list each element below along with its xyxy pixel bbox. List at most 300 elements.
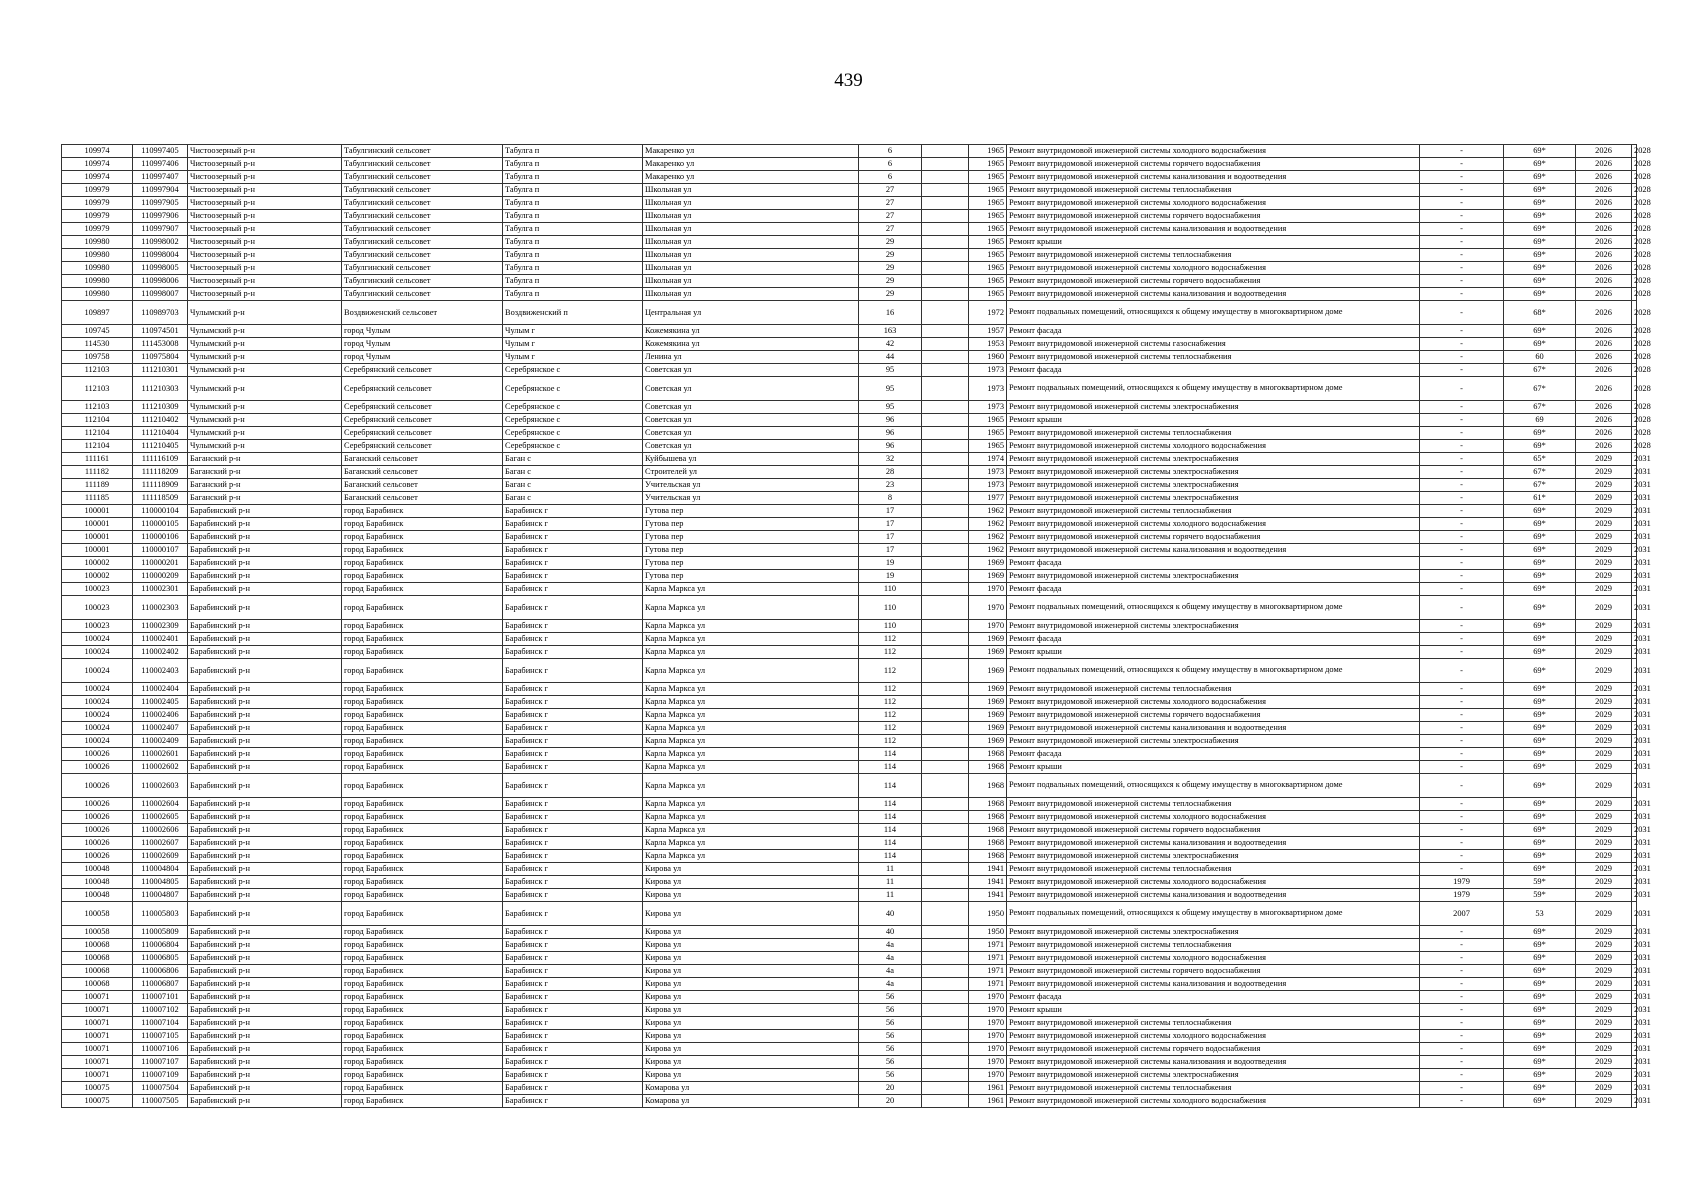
- cell-year-built: 1962: [969, 518, 1007, 531]
- cell-last-repair-year: -: [1420, 275, 1504, 288]
- cell-district: Барабинский р-н: [188, 544, 342, 557]
- cell-house-number: 114: [859, 850, 922, 863]
- cell-municipality: город Барабинск: [342, 1056, 503, 1069]
- cell-house-id: 109974: [62, 145, 133, 158]
- cell-house-number: 114: [859, 748, 922, 761]
- cell-end-year: 2031: [1632, 505, 1637, 518]
- cell-house-number: 19: [859, 557, 922, 570]
- cell-last-repair-year: -: [1420, 570, 1504, 583]
- cell-house-number: 163: [859, 325, 922, 338]
- cell-start-year: 2029: [1576, 811, 1632, 824]
- cell-last-repair-year: -: [1420, 952, 1504, 965]
- cell-municipality: город Барабинск: [342, 824, 503, 837]
- cell-year-built: 1969: [969, 735, 1007, 748]
- cell-wear-percent: 69*: [1504, 325, 1576, 338]
- cell-year-built: 1961: [969, 1095, 1007, 1108]
- cell-municipality: Серебрянский сельсовет: [342, 364, 503, 377]
- cell-building: [922, 338, 969, 351]
- cell-work-type: Ремонт внутридомовой инженерной системы газоснабжения: [1007, 338, 1420, 351]
- cell-end-year: 2028: [1632, 184, 1637, 197]
- table-row: [62, 735, 1637, 748]
- cell-work-id: 111116109: [133, 453, 188, 466]
- cell-building: [922, 683, 969, 696]
- cell-work-id: 111210301: [133, 364, 188, 377]
- cell-work-type: Ремонт внутридомовой инженерной системы горячего водоснабжения: [1007, 531, 1420, 544]
- cell-settlement: Барабинск г: [503, 939, 643, 952]
- cell-start-year: 2029: [1576, 453, 1632, 466]
- cell-last-repair-year: -: [1420, 620, 1504, 633]
- cell-street: Карла Маркса ул: [643, 709, 859, 722]
- cell-district: Барабинский р-н: [188, 531, 342, 544]
- cell-district: Барабинский р-н: [188, 1030, 342, 1043]
- cell-end-year: 2031: [1632, 902, 1637, 926]
- table-row: [62, 1030, 1637, 1043]
- table-row: [62, 926, 1637, 939]
- cell-building: [922, 596, 969, 620]
- cell-house-number: 112: [859, 696, 922, 709]
- cell-house-number: 114: [859, 798, 922, 811]
- cell-district: Барабинский р-н: [188, 939, 342, 952]
- cell-start-year: 2029: [1576, 683, 1632, 696]
- cell-settlement: Барабинск г: [503, 1017, 643, 1030]
- cell-district: Чулымский р-н: [188, 377, 342, 401]
- cell-building: [922, 440, 969, 453]
- cell-start-year: 2029: [1576, 1082, 1632, 1095]
- cell-work-type: Ремонт внутридомовой инженерной системы теплоснабжения: [1007, 351, 1420, 364]
- cell-street: Карла Маркса ул: [643, 583, 859, 596]
- cell-start-year: 2029: [1576, 991, 1632, 1004]
- cell-house-number: 56: [859, 1056, 922, 1069]
- cell-building: [922, 275, 969, 288]
- table-row: [62, 876, 1637, 889]
- table-row: [62, 583, 1637, 596]
- cell-settlement: Табулга п: [503, 288, 643, 301]
- cell-municipality: город Барабинск: [342, 761, 503, 774]
- table-row: [62, 748, 1637, 761]
- cell-house-id: 100068: [62, 965, 133, 978]
- cell-settlement: Барабинск г: [503, 505, 643, 518]
- cell-start-year: 2026: [1576, 158, 1632, 171]
- cell-last-repair-year: -: [1420, 325, 1504, 338]
- cell-settlement: Барабинск г: [503, 889, 643, 902]
- cell-work-type: Ремонт внутридомовой инженерной системы канализования и водоотведения: [1007, 978, 1420, 991]
- cell-work-id: 110002601: [133, 748, 188, 761]
- cell-house-id: 111161: [62, 453, 133, 466]
- cell-start-year: 2029: [1576, 889, 1632, 902]
- cell-year-built: 1965: [969, 210, 1007, 223]
- cell-municipality: Табулгинский сельсовет: [342, 158, 503, 171]
- cell-work-type: Ремонт внутридомовой инженерной системы горячего водоснабжения: [1007, 275, 1420, 288]
- table-row: [62, 351, 1637, 364]
- cell-year-built: 1971: [969, 952, 1007, 965]
- cell-municipality: Табулгинский сельсовет: [342, 210, 503, 223]
- cell-district: Чулымский р-н: [188, 364, 342, 377]
- cell-building: [922, 798, 969, 811]
- cell-year-built: 1965: [969, 184, 1007, 197]
- cell-work-id: 111210405: [133, 440, 188, 453]
- cell-building: [922, 1030, 969, 1043]
- cell-work-id: 110002603: [133, 774, 188, 798]
- cell-work-id: 110000201: [133, 557, 188, 570]
- table-row: [62, 774, 1637, 798]
- cell-work-id: 110997405: [133, 145, 188, 158]
- cell-building: [922, 965, 969, 978]
- cell-work-id: 110006806: [133, 965, 188, 978]
- cell-last-repair-year: -: [1420, 557, 1504, 570]
- cell-end-year: 2028: [1632, 301, 1637, 325]
- cell-street: Гутова пер: [643, 518, 859, 531]
- cell-wear-percent: 59*: [1504, 889, 1576, 902]
- cell-work-id: 110000104: [133, 505, 188, 518]
- cell-year-built: 1969: [969, 570, 1007, 583]
- cell-end-year: 2031: [1632, 492, 1637, 505]
- cell-building: [922, 952, 969, 965]
- cell-street: Макаренко ул: [643, 145, 859, 158]
- table-row: [62, 850, 1637, 863]
- cell-house-id: 109980: [62, 236, 133, 249]
- cell-street: Карла Маркса ул: [643, 798, 859, 811]
- cell-settlement: Барабинск г: [503, 926, 643, 939]
- cell-end-year: 2031: [1632, 811, 1637, 824]
- cell-work-type: Ремонт крыши: [1007, 414, 1420, 427]
- cell-last-repair-year: -: [1420, 596, 1504, 620]
- table-row: [62, 288, 1637, 301]
- cell-house-id: 100048: [62, 889, 133, 902]
- cell-work-id: 110002309: [133, 620, 188, 633]
- cell-wear-percent: 69*: [1504, 1030, 1576, 1043]
- cell-work-type: Ремонт внутридомовой инженерной системы теплоснабжения: [1007, 249, 1420, 262]
- cell-wear-percent: 69*: [1504, 683, 1576, 696]
- cell-district: Барабинский р-н: [188, 991, 342, 1004]
- cell-start-year: 2029: [1576, 902, 1632, 926]
- cell-house-id: 114530: [62, 338, 133, 351]
- cell-settlement: Барабинск г: [503, 965, 643, 978]
- cell-year-built: 1965: [969, 414, 1007, 427]
- cell-house-number: 96: [859, 427, 922, 440]
- cell-last-repair-year: -: [1420, 184, 1504, 197]
- cell-building: [922, 236, 969, 249]
- cell-start-year: 2029: [1576, 1017, 1632, 1030]
- cell-end-year: 2031: [1632, 1095, 1637, 1108]
- cell-last-repair-year: -: [1420, 978, 1504, 991]
- cell-house-number: 27: [859, 210, 922, 223]
- cell-last-repair-year: -: [1420, 837, 1504, 850]
- cell-house-number: 19: [859, 570, 922, 583]
- cell-house-number: 17: [859, 531, 922, 544]
- table-row: [62, 171, 1637, 184]
- cell-house-id: 111182: [62, 466, 133, 479]
- table-row: [62, 197, 1637, 210]
- cell-end-year: 2031: [1632, 1069, 1637, 1082]
- cell-municipality: город Барабинск: [342, 965, 503, 978]
- cell-house-number: 56: [859, 1017, 922, 1030]
- table-row: [62, 223, 1637, 236]
- cell-house-id: 109974: [62, 171, 133, 184]
- cell-year-built: 1965: [969, 158, 1007, 171]
- cell-house-id: 100068: [62, 978, 133, 991]
- cell-street: Карла Маркса ул: [643, 646, 859, 659]
- cell-work-id: 110002406: [133, 709, 188, 722]
- cell-house-number: 23: [859, 479, 922, 492]
- cell-district: Чулымский р-н: [188, 301, 342, 325]
- cell-work-type: Ремонт внутридомовой инженерной системы холодного водоснабжения: [1007, 811, 1420, 824]
- cell-house-number: 6: [859, 171, 922, 184]
- table-row: [62, 1043, 1637, 1056]
- cell-settlement: Барабинск г: [503, 709, 643, 722]
- cell-work-id: 111210309: [133, 401, 188, 414]
- cell-start-year: 2026: [1576, 351, 1632, 364]
- cell-district: Баганский р-н: [188, 479, 342, 492]
- cell-year-built: 1970: [969, 1056, 1007, 1069]
- cell-end-year: 2031: [1632, 531, 1637, 544]
- cell-work-type: Ремонт внутридомовой инженерной системы холодного водоснабжения: [1007, 876, 1420, 889]
- cell-house-id: 100023: [62, 583, 133, 596]
- cell-district: Чулымский р-н: [188, 325, 342, 338]
- table-row: [62, 453, 1637, 466]
- cell-house-number: 112: [859, 709, 922, 722]
- cell-last-repair-year: -: [1420, 210, 1504, 223]
- cell-start-year: 2026: [1576, 197, 1632, 210]
- cell-start-year: 2029: [1576, 735, 1632, 748]
- cell-end-year: 2028: [1632, 427, 1637, 440]
- table-row: [62, 659, 1637, 683]
- cell-district: Барабинский р-н: [188, 683, 342, 696]
- cell-year-built: 1977: [969, 492, 1007, 505]
- cell-last-repair-year: -: [1420, 531, 1504, 544]
- cell-work-type: Ремонт фасада: [1007, 557, 1420, 570]
- cell-house-number: 29: [859, 236, 922, 249]
- cell-house-id: 100026: [62, 811, 133, 824]
- cell-last-repair-year: -: [1420, 236, 1504, 249]
- cell-last-repair-year: -: [1420, 338, 1504, 351]
- cell-municipality: город Барабинск: [342, 798, 503, 811]
- cell-house-number: 20: [859, 1082, 922, 1095]
- cell-street: Карла Маркса ул: [643, 633, 859, 646]
- cell-work-type: Ремонт внутридомовой инженерной системы холодного водоснабжения: [1007, 262, 1420, 275]
- cell-work-type: Ремонт внутридомовой инженерной системы канализования и водоотведения: [1007, 171, 1420, 184]
- cell-street: Карла Маркса ул: [643, 837, 859, 850]
- cell-building: [922, 926, 969, 939]
- cell-end-year: 2031: [1632, 466, 1637, 479]
- cell-wear-percent: 69*: [1504, 596, 1576, 620]
- cell-building: [922, 453, 969, 466]
- cell-work-type: Ремонт подвальных помещений, относящихся к общему имуществу в многоквартирном доме: [1007, 301, 1420, 325]
- table-row: [62, 364, 1637, 377]
- cell-wear-percent: 69*: [1504, 722, 1576, 735]
- cell-house-number: 29: [859, 288, 922, 301]
- cell-district: Барабинский р-н: [188, 889, 342, 902]
- cell-start-year: 2029: [1576, 837, 1632, 850]
- cell-work-id: 110000106: [133, 531, 188, 544]
- cell-house-number: 56: [859, 1030, 922, 1043]
- cell-house-number: 27: [859, 223, 922, 236]
- table-row: [62, 798, 1637, 811]
- cell-last-repair-year: -: [1420, 262, 1504, 275]
- cell-work-id: 110002604: [133, 798, 188, 811]
- cell-wear-percent: 68*: [1504, 301, 1576, 325]
- table-row: [62, 939, 1637, 952]
- cell-house-number: 110: [859, 596, 922, 620]
- cell-year-built: 1965: [969, 171, 1007, 184]
- cell-work-id: 110975804: [133, 351, 188, 364]
- cell-house-number: 44: [859, 351, 922, 364]
- cell-end-year: 2031: [1632, 633, 1637, 646]
- cell-year-built: 1973: [969, 466, 1007, 479]
- cell-building: [922, 646, 969, 659]
- cell-municipality: город Чулым: [342, 351, 503, 364]
- cell-year-built: 1965: [969, 427, 1007, 440]
- cell-wear-percent: 69*: [1504, 659, 1576, 683]
- cell-settlement: Барабинск г: [503, 583, 643, 596]
- cell-district: Барабинский р-н: [188, 926, 342, 939]
- cell-street: Школьная ул: [643, 236, 859, 249]
- cell-house-id: 109980: [62, 288, 133, 301]
- cell-district: Чулымский р-н: [188, 338, 342, 351]
- cell-start-year: 2029: [1576, 798, 1632, 811]
- cell-work-id: 111210404: [133, 427, 188, 440]
- cell-end-year: 2031: [1632, 735, 1637, 748]
- cell-end-year: 2031: [1632, 774, 1637, 798]
- cell-street: Карла Маркса ул: [643, 722, 859, 735]
- cell-district: Барабинский р-н: [188, 735, 342, 748]
- cell-municipality: город Барабинск: [342, 570, 503, 583]
- cell-last-repair-year: -: [1420, 1004, 1504, 1017]
- cell-district: Барабинский р-н: [188, 811, 342, 824]
- cell-start-year: 2029: [1576, 646, 1632, 659]
- cell-house-id: 100071: [62, 1043, 133, 1056]
- cell-wear-percent: 69*: [1504, 965, 1576, 978]
- cell-municipality: Табулгинский сельсовет: [342, 288, 503, 301]
- cell-house-id: 100058: [62, 926, 133, 939]
- cell-wear-percent: 69*: [1504, 171, 1576, 184]
- cell-end-year: 2031: [1632, 1030, 1637, 1043]
- cell-municipality: город Барабинск: [342, 748, 503, 761]
- cell-work-type: Ремонт внутридомовой инженерной системы электроснабжения: [1007, 570, 1420, 583]
- cell-house-id: 100071: [62, 991, 133, 1004]
- cell-street: Карла Маркса ул: [643, 696, 859, 709]
- cell-end-year: 2028: [1632, 401, 1637, 414]
- cell-start-year: 2029: [1576, 774, 1632, 798]
- cell-wear-percent: 69*: [1504, 531, 1576, 544]
- cell-year-built: 1968: [969, 774, 1007, 798]
- cell-house-number: 114: [859, 761, 922, 774]
- cell-house-number: 27: [859, 197, 922, 210]
- table-row: [62, 236, 1637, 249]
- cell-work-id: 110002402: [133, 646, 188, 659]
- table-row: [62, 466, 1637, 479]
- cell-house-number: 28: [859, 466, 922, 479]
- cell-settlement: Барабинск г: [503, 544, 643, 557]
- cell-municipality: город Чулым: [342, 338, 503, 351]
- cell-district: Барабинский р-н: [188, 876, 342, 889]
- cell-work-type: Ремонт внутридомовой инженерной системы горячего водоснабжения: [1007, 965, 1420, 978]
- cell-settlement: Барабинск г: [503, 876, 643, 889]
- cell-work-type: Ремонт внутридомовой инженерной системы теплоснабжения: [1007, 798, 1420, 811]
- cell-building: [922, 991, 969, 1004]
- cell-work-id: 110007106: [133, 1043, 188, 1056]
- table-row: [62, 275, 1637, 288]
- cell-wear-percent: 69*: [1504, 1017, 1576, 1030]
- cell-end-year: 2031: [1632, 837, 1637, 850]
- cell-last-repair-year: -: [1420, 939, 1504, 952]
- cell-settlement: Чулым г: [503, 338, 643, 351]
- cell-building: [922, 570, 969, 583]
- cell-work-id: 110004804: [133, 863, 188, 876]
- cell-start-year: 2029: [1576, 824, 1632, 837]
- cell-start-year: 2029: [1576, 696, 1632, 709]
- cell-start-year: 2029: [1576, 978, 1632, 991]
- cell-wear-percent: 69*: [1504, 1056, 1576, 1069]
- cell-municipality: город Барабинск: [342, 1030, 503, 1043]
- cell-street: Школьная ул: [643, 249, 859, 262]
- cell-work-type: Ремонт крыши: [1007, 761, 1420, 774]
- cell-year-built: 1969: [969, 722, 1007, 735]
- cell-start-year: 2029: [1576, 544, 1632, 557]
- cell-last-repair-year: -: [1420, 1095, 1504, 1108]
- cell-work-id: 110006804: [133, 939, 188, 952]
- cell-year-built: 1968: [969, 850, 1007, 863]
- cell-work-id: 110002606: [133, 824, 188, 837]
- cell-municipality: город Барабинск: [342, 683, 503, 696]
- cell-street: Кирова ул: [643, 863, 859, 876]
- cell-end-year: 2028: [1632, 197, 1637, 210]
- cell-last-repair-year: 1979: [1420, 889, 1504, 902]
- cell-start-year: 2029: [1576, 1043, 1632, 1056]
- cell-building: [922, 1069, 969, 1082]
- cell-start-year: 2029: [1576, 965, 1632, 978]
- cell-end-year: 2031: [1632, 659, 1637, 683]
- cell-end-year: 2028: [1632, 210, 1637, 223]
- cell-street: Карла Маркса ул: [643, 850, 859, 863]
- cell-settlement: Серебрянское с: [503, 414, 643, 427]
- cell-work-id: 110006807: [133, 978, 188, 991]
- cell-district: Баганский р-н: [188, 466, 342, 479]
- cell-work-type: Ремонт внутридомовой инженерной системы электроснабжения: [1007, 453, 1420, 466]
- cell-year-built: 1962: [969, 505, 1007, 518]
- table-row: [62, 1056, 1637, 1069]
- cell-start-year: 2029: [1576, 633, 1632, 646]
- cell-street: Карла Маркса ул: [643, 811, 859, 824]
- cell-house-number: 95: [859, 364, 922, 377]
- cell-wear-percent: 69*: [1504, 236, 1576, 249]
- cell-work-id: 111210303: [133, 377, 188, 401]
- page-number: 439: [834, 70, 863, 91]
- cell-district: Барабинский р-н: [188, 620, 342, 633]
- cell-wear-percent: 67*: [1504, 479, 1576, 492]
- cell-year-built: 1965: [969, 440, 1007, 453]
- cell-settlement: Серебрянское с: [503, 427, 643, 440]
- cell-work-type: Ремонт внутридомовой инженерной системы холодного водоснабжения: [1007, 952, 1420, 965]
- cell-year-built: 1965: [969, 236, 1007, 249]
- cell-street: Кирова ул: [643, 1017, 859, 1030]
- cell-last-repair-year: -: [1420, 1030, 1504, 1043]
- cell-settlement: Барабинск г: [503, 798, 643, 811]
- cell-municipality: город Чулым: [342, 325, 503, 338]
- cell-building: [922, 466, 969, 479]
- cell-wear-percent: 69*: [1504, 620, 1576, 633]
- cell-work-id: 110007101: [133, 991, 188, 1004]
- cell-district: Чулымский р-н: [188, 351, 342, 364]
- cell-house-id: 100026: [62, 850, 133, 863]
- cell-wear-percent: 67*: [1504, 401, 1576, 414]
- cell-last-repair-year: -: [1420, 505, 1504, 518]
- cell-start-year: 2026: [1576, 377, 1632, 401]
- table-row: [62, 991, 1637, 1004]
- table-row: [62, 1082, 1637, 1095]
- cell-end-year: 2031: [1632, 544, 1637, 557]
- cell-street: Кирова ул: [643, 876, 859, 889]
- cell-building: [922, 249, 969, 262]
